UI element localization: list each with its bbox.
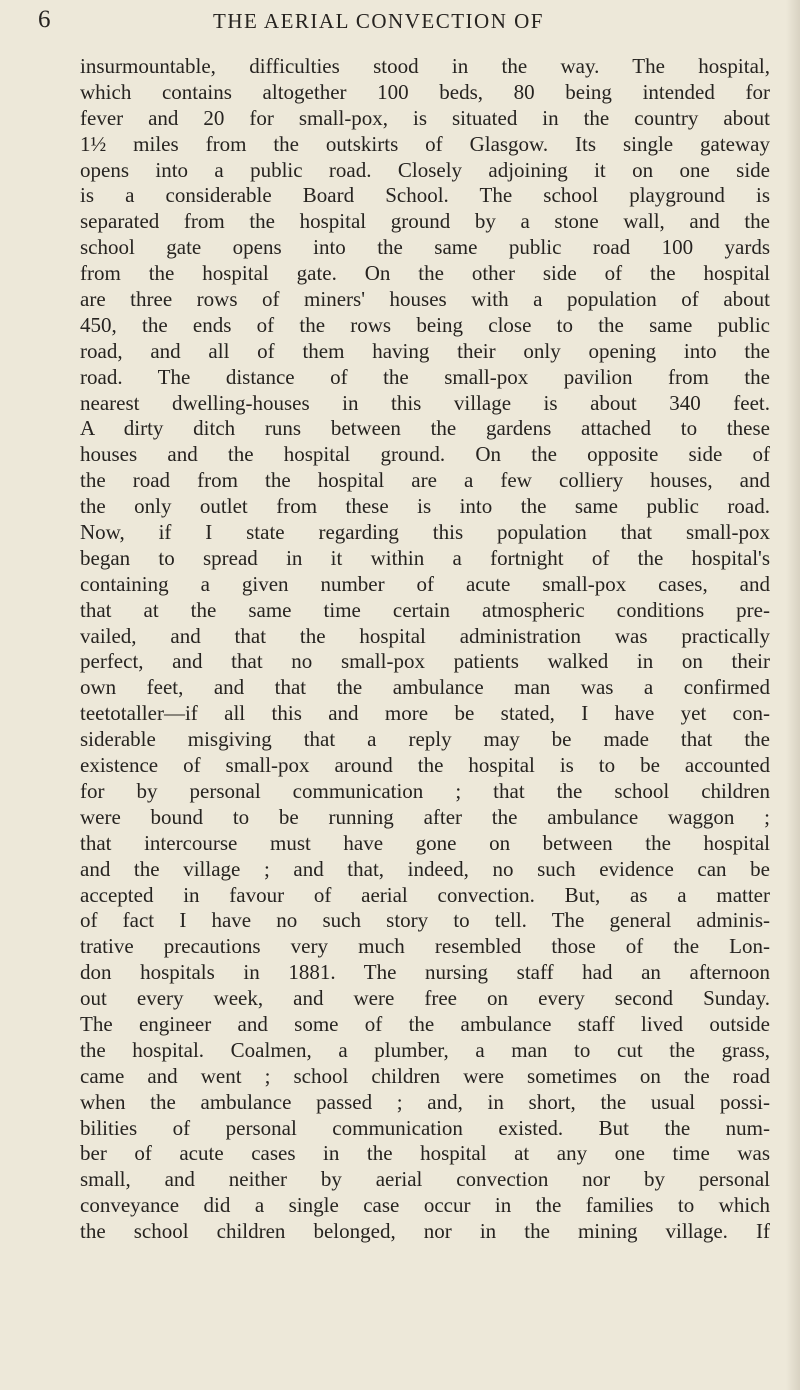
text-line: teetotaller—if all this and more be stated, I have yet con-: [80, 701, 770, 726]
text-line: road. The distance of the small-pox pavilion from the: [80, 364, 770, 389]
text-line: bilities of personal communication existed. But the num-: [80, 1115, 770, 1140]
text-line: school gate opens into the same public road 100 yards: [80, 235, 770, 260]
text-line: The engineer and some of the ambulance staff lived outside: [80, 1011, 770, 1036]
text-line: out every week, and were free on every second Sunday.: [80, 986, 770, 1011]
text-line: containing a given number of acute small-pox cases, and: [80, 571, 770, 596]
text-line: perfect, and that no small-pox patients walked in on their: [80, 649, 770, 674]
text-line: Now, if I state regarding this population that small-pox: [80, 520, 770, 545]
text-line: accepted in favour of aerial convection. But, as a matter: [80, 882, 770, 907]
text-line: were bound to be running after the ambulance waggon ;: [80, 804, 770, 829]
text-line: the road from the hospital are a few colliery houses, and: [80, 468, 770, 493]
text-line: which contains altogether 100 beds, 80 being intended for: [80, 79, 770, 104]
text-line: road, and all of them having their only opening into the: [80, 338, 770, 363]
text-line: 1½ miles from the outskirts of Glasgow. Its single gateway: [80, 131, 770, 156]
text-line: vailed, and that the hospital administration was practically: [80, 623, 770, 648]
text-line: fever and 20 for small-pox, is situated in the country about: [80, 105, 770, 130]
text-line: the only outlet from these is into the same public road.: [80, 494, 770, 519]
text-line: don hospitals in 1881. The nursing staff had an afternoon: [80, 960, 770, 985]
text-line: of fact I have no such story to tell. The general adminis-: [80, 908, 770, 933]
text-line: began to spread in it within a fortnight of the hospital's: [80, 545, 770, 570]
page-edge-shadow: [786, 0, 800, 1390]
text-line: from the hospital gate. On the other side of the hospital: [80, 261, 770, 286]
body-text: [80, 54, 770, 1245]
text-line: 450, the ends of the rows being close to the same public: [80, 312, 770, 337]
text-line: insurmountable, difficulties stood in the way. The hospital,: [80, 54, 770, 78]
text-line: separated from the hospital ground by a stone wall, and the: [80, 209, 770, 234]
text-line: conveyance did a single case occur in the families to which: [80, 1193, 770, 1218]
text-line: trative precautions very much resembled those of the Lon-: [80, 934, 770, 959]
text-line: are three rows of miners' houses with a population of about: [80, 287, 770, 312]
text-line: is a considerable Board School. The school playground is: [80, 183, 770, 208]
text-line: own feet, and that the ambulance man was a confirmed: [80, 675, 770, 700]
text-line: when the ambulance passed ; and, in short, the usual possi-: [80, 1089, 770, 1114]
text-line: the school children belonged, nor in the mining village. If: [80, 1219, 770, 1244]
text-line: and the village ; and that, indeed, no such evidence can be: [80, 856, 770, 881]
text-line: that at the same time certain atmospheric conditions pre-: [80, 597, 770, 622]
page-number: 6: [38, 6, 51, 33]
text-line: siderable misgiving that a reply may be made that the: [80, 727, 770, 752]
text-line: nearest dwelling-houses in this village is about 340 feet.: [80, 390, 770, 415]
running-title: THE AERIAL CONVECTION OF: [213, 9, 544, 33]
text-line: the hospital. Coalmen, a plumber, a man to cut the grass,: [80, 1037, 770, 1062]
text-line: that intercourse must have gone on between the hospital: [80, 830, 770, 855]
running-head: [38, 6, 758, 40]
text-line: opens into a public road. Closely adjoining it on one side: [80, 157, 770, 182]
text-line: came and went ; school children were sometimes on the road: [80, 1063, 770, 1088]
text-line: ber of acute cases in the hospital at any one time was: [80, 1141, 770, 1166]
text-line: A dirty ditch runs between the gardens attached to these: [80, 416, 770, 441]
text-line: for by personal communication ; that the school children: [80, 778, 770, 803]
text-line: existence of small-pox around the hospital is to be accounted: [80, 753, 770, 778]
text-line: small, and neither by aerial convection nor by personal: [80, 1167, 770, 1192]
text-line: houses and the hospital ground. On the opposite side of: [80, 442, 770, 467]
